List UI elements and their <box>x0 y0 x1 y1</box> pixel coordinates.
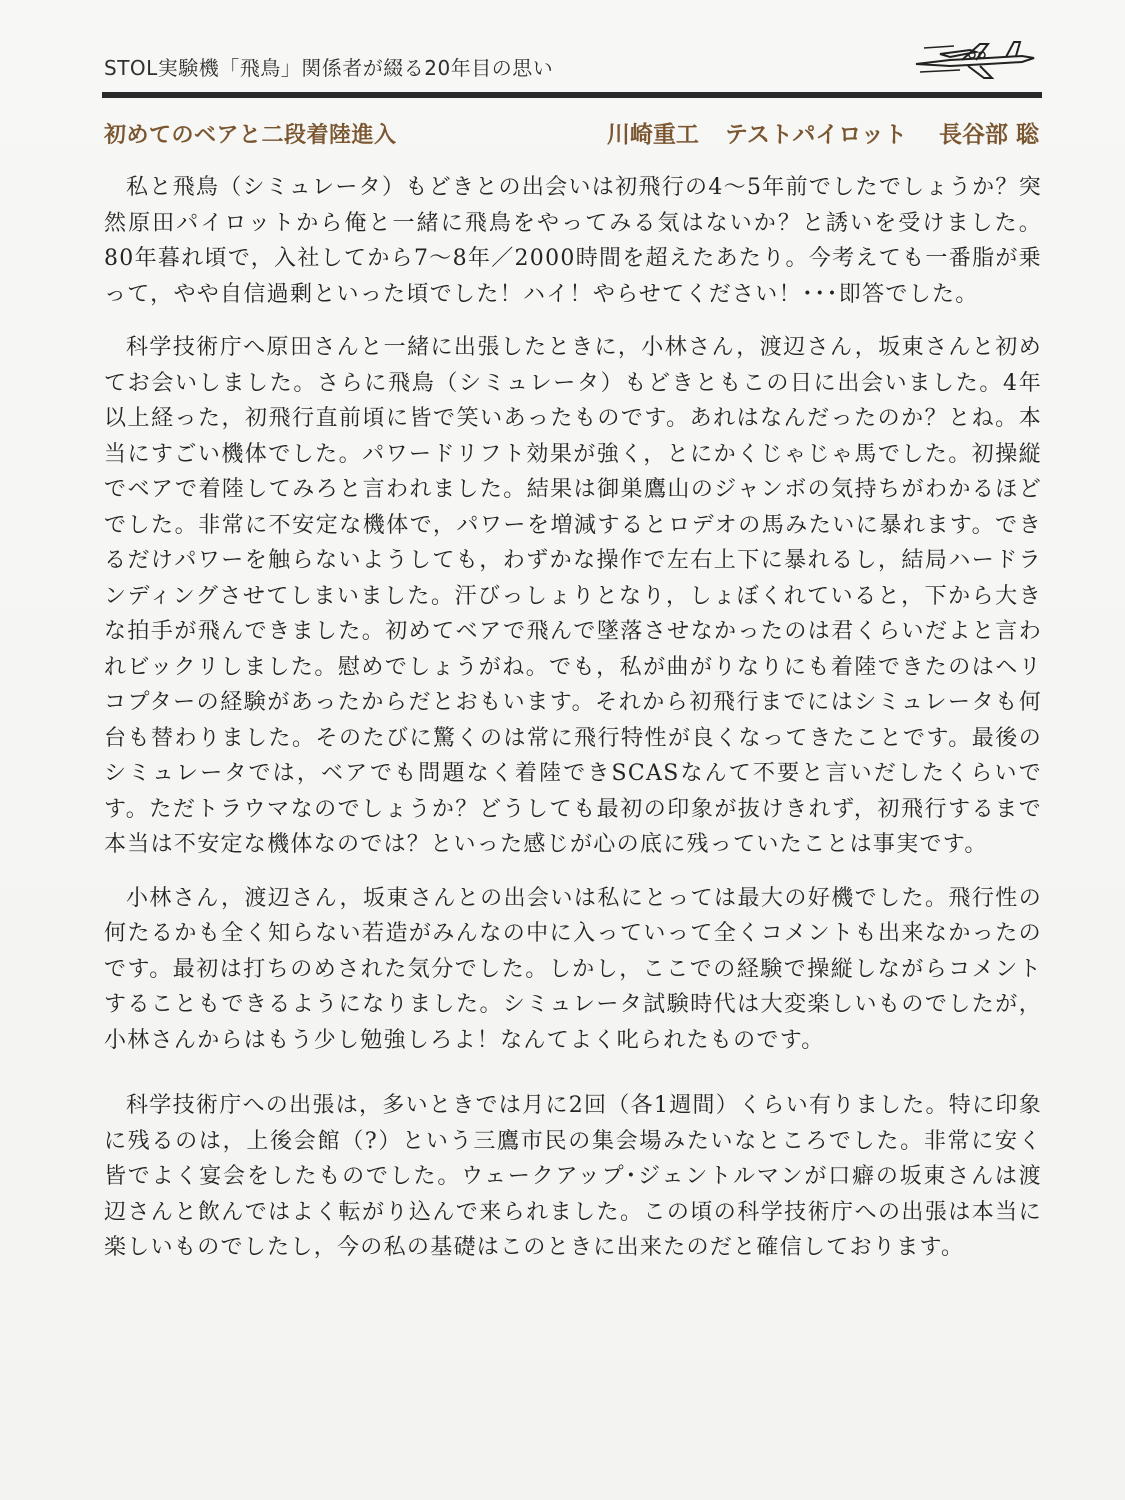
author-byline <box>607 116 1039 149</box>
paragraph-3: 小林さん，渡辺さん，坂東さんとの出会いは私にとっては最大の好機でした。飛行性の何たるかも全く知らない若造がみんなの中に入っていって全くコメントも出来なかったのです。最初は打ちのめされた気分でした。しかし，ここでの経験で操縦しながらコメントすることもできるようになりました。シミュレータ試験時代は大変楽しいものでしたが，小林さんからはもう少し勉強しろよ！なんてよく叱られたものです。 <box>104 885 1042 1053</box>
paragraph-1: 私と飛鳥（シミュレータ）もどきとの出会いは初飛行の4～5年前でしたでしょうか？突然原田パイロットから俺と一緒に飛鳥をやってみる気はないか？と誘いを受けました。80年暮れ頃で，入社してから7～8年／2000時間を超えたあたり。今考えても一番脂が乗って，やや自信過剰といった頃でした！ハイ！やらせてください！･･･即答でした。 <box>104 175 1042 307</box>
header-rule <box>102 92 1042 98</box>
running-header-title: STOL実験機「飛鳥」関係者が綴る20年目の思い <box>104 56 554 80</box>
author-role: テストパイロット <box>724 122 907 148</box>
article-body <box>104 170 1042 1266</box>
paragraph-2: 科学技術庁へ原田さんと一緒に出張したときに，小林さん，渡辺さん，坂東さんと初めてお会いしました。さらに飛鳥（シミュレータ）もどきともこの日に出会いました。4年以上経った，初飛行直前頃に皆で笑いあったものです。あれはなんだったのか？とね。本当にすごい機体でした。パワードリフト効果が強く，とにかくじゃじゃ馬でした。初操縦でベアで着陸してみろと言われました。結果は御巣鷹山のジャンボの気持ちがわかるほどでした。非常に不安定な機体で，パワーを増減するとロデオの馬みたいに暴れます。できるだけパワーを触らないようしても，わずかな操作で左右上下に暴れるし，結局ハードランディングさせてしまいました。汗びっしょりとなり，しょぼくれていると，下から大きな拍手が飛んできました。初めてベアで飛んで墜落させなかったのは君くらいだよと言われビックリしました。慰めでしょうがね。でも，私が曲がりなりにも着陸できたのはヘリコプターの経験があったからだとおもいます。それから初飛行までにはシミュレータも何台も替わりました。そのたびに驚くのは常に飛行特性が良くなってきたことです。最後のシミュレータでは，ベアでも問題なく着陸できSCASなんて不要と言いだしたくらいです。ただトラウマなのでしょうか？どうしても最初の印象が抜けきれず，初飛行するまで本当は不安定な機体なのでは？といった感じが心の底に残っていたことは事実です。 <box>104 335 1042 857</box>
asuka-stol-aircraft-icon <box>910 36 1040 86</box>
paragraph-4: 科学技術庁への出張は，多いときでは月に2回（各1週間）くらい有りました。特に印象に残るのは，上後会館（?）という三鷹市民の集会場みたいなところでした。非常に安く皆でよく宴会をしたものでした。ウェークアップ･ジェントルマンが口癖の坂東さんは渡辺さんと飲んではよく転がり込んで来られました。この頃の科学技術庁への出張は本当に楽しいものでしたし，今の私の基礎はこのときに出来たのだと確信しております。 <box>104 1093 1042 1260</box>
author-company: 川崎重工 <box>606 122 699 148</box>
article-title: 初めてのベアと二段着陸進入 <box>104 123 397 148</box>
author-name: 長谷部 聡 <box>938 122 1039 148</box>
